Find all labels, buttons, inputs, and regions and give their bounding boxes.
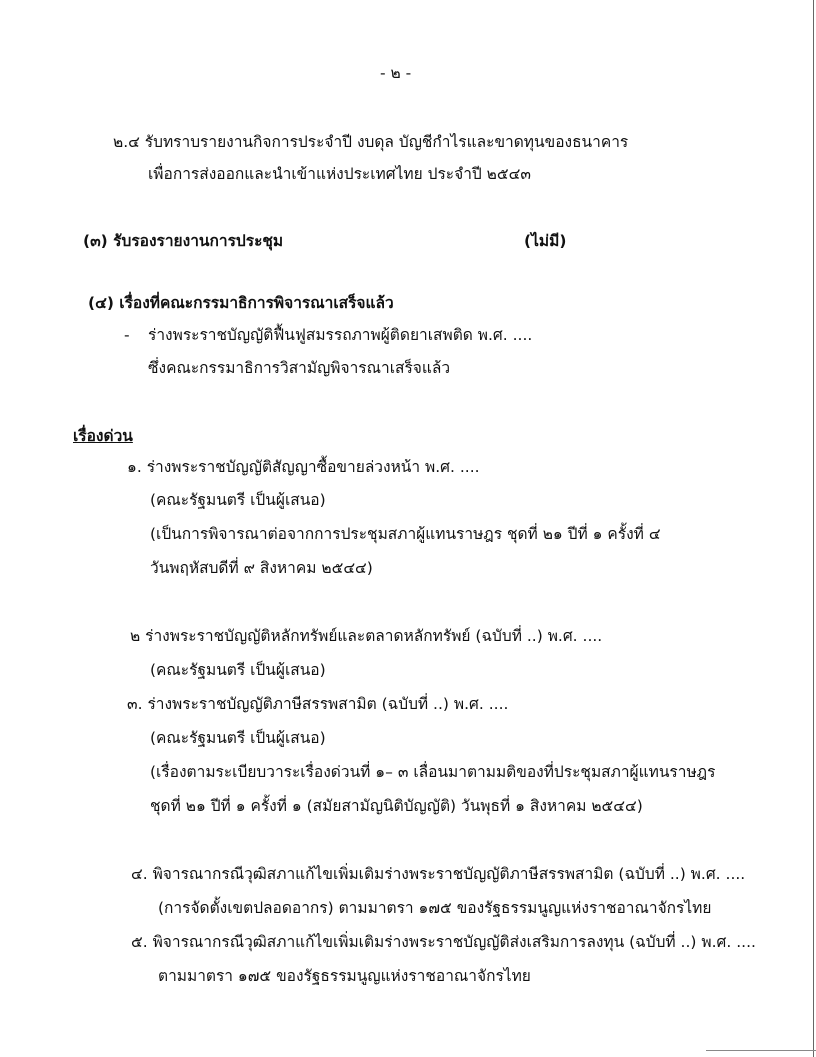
urgent-item-1-line-4: วันพฤหัสบดีที่ ๙ สิงหาคม ๒๕๔๔) [150,559,373,577]
urgent-item-3-line-2: (คณะรัฐมนตรี เป็นผู้เสนอ) [150,729,326,747]
urgent-item-2-line-2: (คณะรัฐมนตรี เป็นผู้เสนอ) [150,661,326,679]
urgent-item-3-line-1: ๓. ร่างพระราชบัญญัติภาษีสรรพสามิต (ฉบับที่ ..) พ.ศ. .... [127,695,509,713]
section-4-line-1: ร่างพระราชบัญญัติฟื้นฟูสมรรถภาพผู้ติดยาเสพติด พ.ศ. .... [148,326,533,344]
item-2-4-line-2: เพื่อการส่งออกและนำเข้าแห่งประเทศไทย ประจำปี ๒๕๔๓ [148,165,531,183]
urgent-item-3-line-3: (เรื่องตามระเบียบวาระเรื่องด่วนที่ ๑– ๓ เลื่อนมาตามมติของที่ประชุมสภาผู้แทนราษฎร [150,763,716,781]
urgent-item-2-line-1: ๒ ร่างพระราชบัญญัติหลักทรัพย์และตลาดหลักทรัพย์ (ฉบับที่ ..) พ.ศ. .... [130,627,603,645]
section-4-heading: (๔) เรื่องที่คณะกรรมาธิการพิจารณาเสร็จแล้ว [88,294,394,312]
urgent-item-3-line-4: ชุดที่ ๒๑ ปีที่ ๑ ครั้งที่ ๑ (สมัยสามัญนิติบัญญัติ) วันพุธที่ ๑ สิงหาคม ๒๕๔๔) [150,797,643,815]
urgent-item-1-line-1: ๑. ร่างพระราชบัญญัติสัญญาซื้อขายล่วงหน้า พ.ศ. .... [127,458,480,476]
urgent-item-4-line-1: ๔. พิจารณากรณีวุฒิสภาแก้ไขเพิ่มเติมร่างพระราชบัญญัติภาษีสรรพสามิต (ฉบับที่ ..) พ.ศ. .... [131,865,746,883]
urgent-item-1-line-3: (เป็นการพิจารณาต่อจากการประชุมสภาผู้แทนราษฎร ชุดที่ ๒๑ ปีที่ ๑ ครั้งที่ ๔ [150,525,661,543]
scan-edge-line [813,0,814,1057]
section-3-status: (ไม่มี) [524,232,567,250]
urgent-heading: เรื่องด่วน [73,427,133,445]
section-4-line-2: ซึ่งคณะกรรมาธิการวิสามัญพิจารณาเสร็จแล้ว [148,359,451,377]
item-2-4-line-1: ๒.๔ รับทราบรายงานกิจการประจำปี งบดุล บัญชีกำไรและขาดทุนของธนาคาร [113,133,629,151]
urgent-item-4-line-2: (การจัดตั้งเขตปลอดอากร) ตามมาตรา ๑๗๕ ของรัฐธรรมนูญแห่งราชอาณาจักรไทย [158,899,712,917]
urgent-item-1-line-2: (คณะรัฐมนตรี เป็นผู้เสนอ) [150,491,326,509]
scan-bottom-line [706,1050,816,1051]
section-3-heading: (๓) รับรองรายงานการประชุม [83,232,284,250]
urgent-item-5-line-1: ๕. พิจารณากรณีวุฒิสภาแก้ไขเพิ่มเติมร่างพระราชบัญญัติส่งเสริมการลงทุน (ฉบับที่ ..) พ.ศ. .... [131,933,756,951]
section-4-bullet: - [124,326,130,344]
page-number: - ๒ - [380,64,412,82]
urgent-item-5-line-2: ตามมาตรา ๑๗๕ ของรัฐธรรมนูญแห่งราชอาณาจักรไทย [158,967,531,985]
